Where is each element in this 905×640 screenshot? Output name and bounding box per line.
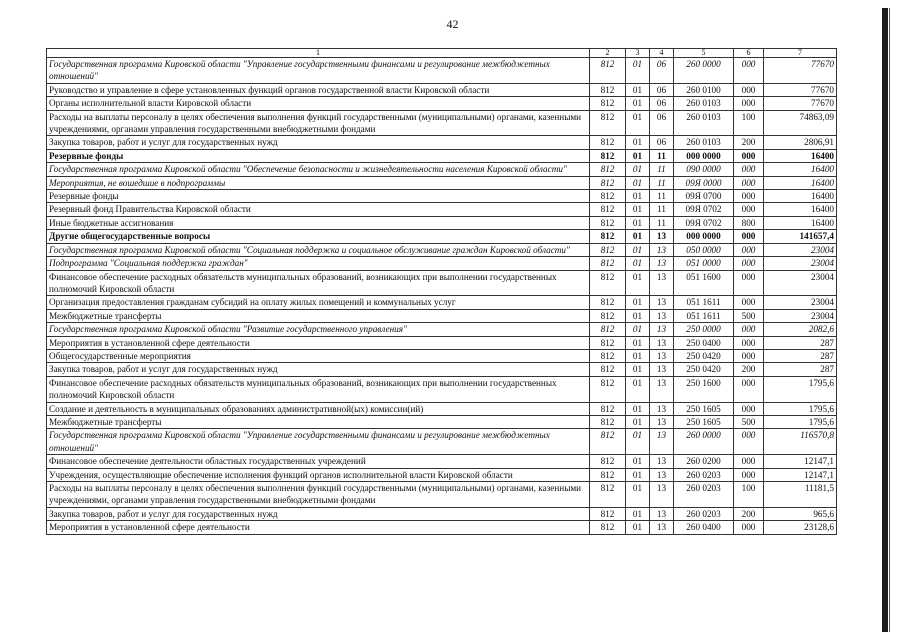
cell-expense-type: 200 <box>734 363 764 376</box>
cell-subsection: 13 <box>650 429 674 455</box>
cell-subsection: 06 <box>650 83 674 96</box>
table-row <box>47 521 837 534</box>
cell-subsection: 13 <box>650 230 674 243</box>
cell-ministry-code: 812 <box>590 296 626 309</box>
cell-target-article: 250 1605 <box>674 415 734 428</box>
header-col-3: 3 <box>626 49 650 58</box>
cell-ministry-code: 812 <box>590 507 626 520</box>
cell-name: Учреждения, осуществляющие обеспечение исполнения функций органов исполнительной власти Кировской области <box>47 468 590 481</box>
cell-expense-type: 000 <box>734 376 764 402</box>
cell-subsection: 13 <box>650 415 674 428</box>
cell-target-article: 260 0200 <box>674 455 734 468</box>
cell-target-article: 260 0203 <box>674 482 734 508</box>
table-row <box>47 309 837 322</box>
cell-name: Создание и деятельность в муниципальных образованиях административной(ых) комиссии(ий) <box>47 402 590 415</box>
cell-ministry-code: 812 <box>590 257 626 270</box>
cell-subsection: 13 <box>650 349 674 362</box>
cell-target-article: 051 1600 <box>674 270 734 296</box>
cell-name: Подпрограмма "Социальная поддержка граждан" <box>47 257 590 270</box>
cell-ministry-code: 812 <box>590 163 626 176</box>
cell-name: Руководство и управление в сфере установленных функций органов государственной власти Кировской области <box>47 83 590 96</box>
cell-target-article: 250 0400 <box>674 336 734 349</box>
cell-section: 01 <box>626 482 650 508</box>
cell-section: 01 <box>626 349 650 362</box>
cell-name: Закупка товаров, работ и услуг для государственных нужд <box>47 136 590 149</box>
cell-ministry-code: 812 <box>590 323 626 336</box>
table-row <box>47 363 837 376</box>
table-row <box>47 402 837 415</box>
cell-ministry-code: 812 <box>590 136 626 149</box>
cell-ministry-code: 812 <box>590 376 626 402</box>
cell-subsection: 13 <box>650 455 674 468</box>
cell-name: Общегосударственные мероприятия <box>47 349 590 362</box>
cell-subsection: 11 <box>650 149 674 162</box>
header-col-5: 5 <box>674 49 734 58</box>
cell-expense-type: 000 <box>734 323 764 336</box>
table-row <box>47 482 837 508</box>
cell-section: 01 <box>626 376 650 402</box>
cell-expense-type: 500 <box>734 415 764 428</box>
cell-target-article: 260 0203 <box>674 468 734 481</box>
cell-amount: 2806,91 <box>764 136 837 149</box>
table-row <box>47 136 837 149</box>
cell-subsection: 13 <box>650 270 674 296</box>
cell-section: 01 <box>626 216 650 229</box>
table-row <box>47 336 837 349</box>
cell-amount: 116570,8 <box>764 429 837 455</box>
cell-target-article: 09Я 0702 <box>674 216 734 229</box>
cell-target-article: 000 0000 <box>674 149 734 162</box>
cell-amount: 16400 <box>764 163 837 176</box>
header-col-1: 1 <box>47 49 590 58</box>
cell-section: 01 <box>626 97 650 110</box>
cell-ministry-code: 812 <box>590 110 626 136</box>
cell-target-article: 260 0000 <box>674 429 734 455</box>
cell-subsection: 13 <box>650 323 674 336</box>
cell-target-article: 260 0100 <box>674 83 734 96</box>
cell-subsection: 13 <box>650 296 674 309</box>
cell-target-article: 260 0103 <box>674 136 734 149</box>
table-row <box>47 257 837 270</box>
cell-expense-type: 000 <box>734 270 764 296</box>
cell-target-article: 051 0000 <box>674 257 734 270</box>
cell-subsection: 13 <box>650 402 674 415</box>
cell-ministry-code: 812 <box>590 415 626 428</box>
budget-table <box>46 48 837 535</box>
cell-section: 01 <box>626 455 650 468</box>
cell-section: 01 <box>626 323 650 336</box>
header-col-6: 6 <box>734 49 764 58</box>
header-col-2: 2 <box>590 49 626 58</box>
cell-target-article: 260 0400 <box>674 521 734 534</box>
cell-target-article: 250 0000 <box>674 323 734 336</box>
table-row <box>47 176 837 189</box>
cell-name: Организация предоставления гражданам субсидий на оплату жилых помещений и коммунальных услуг <box>47 296 590 309</box>
cell-subsection: 11 <box>650 203 674 216</box>
cell-amount: 141657,4 <box>764 230 837 243</box>
cell-name: Резервные фонды <box>47 149 590 162</box>
cell-target-article: 09Я 0702 <box>674 203 734 216</box>
cell-section: 01 <box>626 507 650 520</box>
cell-ministry-code: 812 <box>590 521 626 534</box>
cell-amount: 965,6 <box>764 507 837 520</box>
cell-ministry-code: 812 <box>590 309 626 322</box>
cell-amount: 77670 <box>764 97 837 110</box>
table-row <box>47 58 837 84</box>
table-header-row <box>47 49 837 58</box>
cell-amount: 12147,1 <box>764 455 837 468</box>
cell-section: 01 <box>626 296 650 309</box>
table-row <box>47 468 837 481</box>
cell-subsection: 13 <box>650 507 674 520</box>
table-row <box>47 455 837 468</box>
cell-amount: 1795,6 <box>764 415 837 428</box>
cell-amount: 23004 <box>764 270 837 296</box>
cell-ministry-code: 812 <box>590 468 626 481</box>
cell-section: 01 <box>626 309 650 322</box>
cell-ministry-code: 812 <box>590 176 626 189</box>
cell-target-article: 000 0000 <box>674 230 734 243</box>
cell-expense-type: 100 <box>734 482 764 508</box>
cell-expense-type: 000 <box>734 83 764 96</box>
cell-target-article: 09Я 0000 <box>674 176 734 189</box>
cell-expense-type: 000 <box>734 349 764 362</box>
scan-edge-bar <box>882 8 888 632</box>
table-row <box>47 349 837 362</box>
cell-section: 01 <box>626 230 650 243</box>
cell-ministry-code: 812 <box>590 97 626 110</box>
cell-ministry-code: 812 <box>590 58 626 84</box>
cell-target-article: 090 0000 <box>674 163 734 176</box>
cell-section: 01 <box>626 163 650 176</box>
table-row <box>47 376 837 402</box>
cell-ministry-code: 812 <box>590 149 626 162</box>
table-row <box>47 230 837 243</box>
cell-name: Иные бюджетные ассигнования <box>47 216 590 229</box>
cell-target-article: 260 0203 <box>674 507 734 520</box>
cell-section: 01 <box>626 83 650 96</box>
cell-section: 01 <box>626 429 650 455</box>
cell-section: 01 <box>626 58 650 84</box>
cell-target-article: 260 0000 <box>674 58 734 84</box>
cell-amount: 1795,6 <box>764 402 837 415</box>
cell-name: Финансовое обеспечение деятельности областных государственных учреждений <box>47 455 590 468</box>
cell-expense-type: 000 <box>734 243 764 256</box>
cell-amount: 23128,6 <box>764 521 837 534</box>
cell-name: Мероприятия в установленной сфере деятельности <box>47 521 590 534</box>
cell-expense-type: 800 <box>734 216 764 229</box>
cell-expense-type: 000 <box>734 468 764 481</box>
cell-name: Закупка товаров, работ и услуг для государственных нужд <box>47 363 590 376</box>
cell-subsection: 13 <box>650 243 674 256</box>
cell-section: 01 <box>626 468 650 481</box>
cell-ministry-code: 812 <box>590 230 626 243</box>
cell-expense-type: 000 <box>734 176 764 189</box>
cell-expense-type: 100 <box>734 110 764 136</box>
cell-amount: 287 <box>764 336 837 349</box>
page-number: 42 <box>446 17 459 31</box>
cell-expense-type: 000 <box>734 521 764 534</box>
cell-subsection: 13 <box>650 363 674 376</box>
table-row <box>47 507 837 520</box>
cell-ministry-code: 812 <box>590 216 626 229</box>
cell-subsection: 06 <box>650 136 674 149</box>
cell-amount: 16400 <box>764 216 837 229</box>
cell-expense-type: 000 <box>734 257 764 270</box>
cell-name: Государственная программа Кировской области "Управление государственными финансами и регулирование межбюджетных отношений" <box>47 429 590 455</box>
cell-name: Другие общегосударственные вопросы <box>47 230 590 243</box>
cell-ministry-code: 812 <box>590 336 626 349</box>
table-row <box>47 163 837 176</box>
cell-ministry-code: 812 <box>590 243 626 256</box>
cell-amount: 16400 <box>764 176 837 189</box>
cell-section: 01 <box>626 363 650 376</box>
cell-section: 01 <box>626 521 650 534</box>
cell-expense-type: 000 <box>734 230 764 243</box>
table-row <box>47 296 837 309</box>
cell-amount: 16400 <box>764 149 837 162</box>
cell-amount: 11181,5 <box>764 482 837 508</box>
table-row <box>47 110 837 136</box>
cell-amount: 23004 <box>764 257 837 270</box>
cell-name: Резервный фонд Правительства Кировской области <box>47 203 590 216</box>
table-row <box>47 243 837 256</box>
cell-expense-type: 000 <box>734 296 764 309</box>
cell-name: Расходы на выплаты персоналу в целях обеспечения выполнения функций государственными (муниципальными) органами, казенными учреждениями, органами управления государственными внебюджетными фондами <box>47 110 590 136</box>
cell-amount: 23004 <box>764 243 837 256</box>
cell-section: 01 <box>626 270 650 296</box>
cell-subsection: 06 <box>650 97 674 110</box>
cell-subsection: 06 <box>650 110 674 136</box>
header-col-7: 7 <box>764 49 837 58</box>
table-row <box>47 429 837 455</box>
table-row <box>47 216 837 229</box>
cell-ministry-code: 812 <box>590 349 626 362</box>
cell-ministry-code: 812 <box>590 363 626 376</box>
cell-name: Государственная программа Кировской области "Социальная поддержка и социальное обслуживание граждан Кировской области" <box>47 243 590 256</box>
cell-subsection: 13 <box>650 468 674 481</box>
cell-target-article: 260 0103 <box>674 110 734 136</box>
cell-expense-type: 200 <box>734 136 764 149</box>
cell-ministry-code: 812 <box>590 402 626 415</box>
cell-subsection: 06 <box>650 58 674 84</box>
cell-target-article: 09Я 0700 <box>674 190 734 203</box>
cell-subsection: 11 <box>650 190 674 203</box>
cell-ministry-code: 812 <box>590 270 626 296</box>
cell-section: 01 <box>626 110 650 136</box>
cell-subsection: 13 <box>650 309 674 322</box>
cell-name: Мероприятия, не вошедшие в подпрограммы <box>47 176 590 189</box>
cell-section: 01 <box>626 336 650 349</box>
cell-expense-type: 000 <box>734 429 764 455</box>
cell-subsection: 13 <box>650 257 674 270</box>
cell-expense-type: 500 <box>734 309 764 322</box>
cell-section: 01 <box>626 415 650 428</box>
cell-name: Межбюджетные трансферты <box>47 415 590 428</box>
cell-ministry-code: 812 <box>590 190 626 203</box>
cell-amount: 2082,6 <box>764 323 837 336</box>
cell-section: 01 <box>626 190 650 203</box>
cell-target-article: 051 1611 <box>674 296 734 309</box>
cell-section: 01 <box>626 149 650 162</box>
cell-name: Закупка товаров, работ и услуг для государственных нужд <box>47 507 590 520</box>
cell-name: Финансовое обеспечение расходных обязательств муниципальных образований, возникающих при выполнении государственных полномочий Кировской области <box>47 270 590 296</box>
cell-expense-type: 000 <box>734 190 764 203</box>
table-row <box>47 323 837 336</box>
cell-section: 01 <box>626 402 650 415</box>
cell-target-article: 051 1611 <box>674 309 734 322</box>
cell-ministry-code: 812 <box>590 203 626 216</box>
cell-amount: 23004 <box>764 296 837 309</box>
cell-subsection: 11 <box>650 176 674 189</box>
cell-name: Расходы на выплаты персоналу в целях обеспечения выполнения функций государственными (муниципальными) органами, казенными учреждениями, органами управления государственными внебюджетными фондами <box>47 482 590 508</box>
cell-target-article: 260 0103 <box>674 97 734 110</box>
cell-amount: 1795,6 <box>764 376 837 402</box>
cell-target-article: 250 0420 <box>674 349 734 362</box>
cell-subsection: 13 <box>650 336 674 349</box>
cell-target-article: 250 1605 <box>674 402 734 415</box>
cell-name: Резервные фонды <box>47 190 590 203</box>
cell-subsection: 13 <box>650 376 674 402</box>
cell-ministry-code: 812 <box>590 429 626 455</box>
cell-expense-type: 000 <box>734 402 764 415</box>
cell-name: Государственная программа Кировской области "Управление государственными финансами и регулирование межбюджетных отношений" <box>47 58 590 84</box>
cell-section: 01 <box>626 243 650 256</box>
cell-amount: 77670 <box>764 58 837 84</box>
cell-section: 01 <box>626 176 650 189</box>
table-row <box>47 83 837 96</box>
cell-name: Государственная программа Кировской области "Обеспечение безопасности и жизнедеятельности населения Кировской области" <box>47 163 590 176</box>
table-row <box>47 97 837 110</box>
cell-section: 01 <box>626 136 650 149</box>
cell-amount: 287 <box>764 349 837 362</box>
cell-amount: 287 <box>764 363 837 376</box>
table-row <box>47 270 837 296</box>
cell-expense-type: 000 <box>734 336 764 349</box>
cell-subsection: 11 <box>650 216 674 229</box>
header-col-4: 4 <box>650 49 674 58</box>
cell-ministry-code: 812 <box>590 482 626 508</box>
table-row <box>47 203 837 216</box>
cell-target-article: 250 0420 <box>674 363 734 376</box>
table-row <box>47 149 837 162</box>
cell-name: Органы исполнительной власти Кировской области <box>47 97 590 110</box>
cell-expense-type: 000 <box>734 163 764 176</box>
cell-amount: 77670 <box>764 83 837 96</box>
cell-expense-type: 000 <box>734 455 764 468</box>
cell-amount: 12147,1 <box>764 468 837 481</box>
cell-expense-type: 200 <box>734 507 764 520</box>
cell-section: 01 <box>626 257 650 270</box>
cell-subsection: 13 <box>650 482 674 508</box>
cell-name: Государственная программа Кировской области "Развитие государственного управления" <box>47 323 590 336</box>
cell-section: 01 <box>626 203 650 216</box>
cell-expense-type: 000 <box>734 149 764 162</box>
cell-amount: 16400 <box>764 203 837 216</box>
cell-amount: 16400 <box>764 190 837 203</box>
cell-target-article: 050 0000 <box>674 243 734 256</box>
cell-ministry-code: 812 <box>590 83 626 96</box>
table-row <box>47 415 837 428</box>
cell-amount: 23004 <box>764 309 837 322</box>
cell-name: Финансовое обеспечение расходных обязательств муниципальных образований, возникающих при выполнении государственных полномочий Кировской области <box>47 376 590 402</box>
cell-expense-type: 000 <box>734 97 764 110</box>
cell-subsection: 11 <box>650 163 674 176</box>
cell-target-article: 250 1600 <box>674 376 734 402</box>
scan-edge-line <box>889 8 890 632</box>
table-body <box>47 58 837 535</box>
cell-amount: 74863,09 <box>764 110 837 136</box>
cell-subsection: 13 <box>650 521 674 534</box>
cell-expense-type: 000 <box>734 203 764 216</box>
cell-name: Мероприятия в установленной сфере деятельности <box>47 336 590 349</box>
cell-ministry-code: 812 <box>590 455 626 468</box>
cell-name: Межбюджетные трансферты <box>47 309 590 322</box>
cell-expense-type: 000 <box>734 58 764 84</box>
table-row <box>47 190 837 203</box>
